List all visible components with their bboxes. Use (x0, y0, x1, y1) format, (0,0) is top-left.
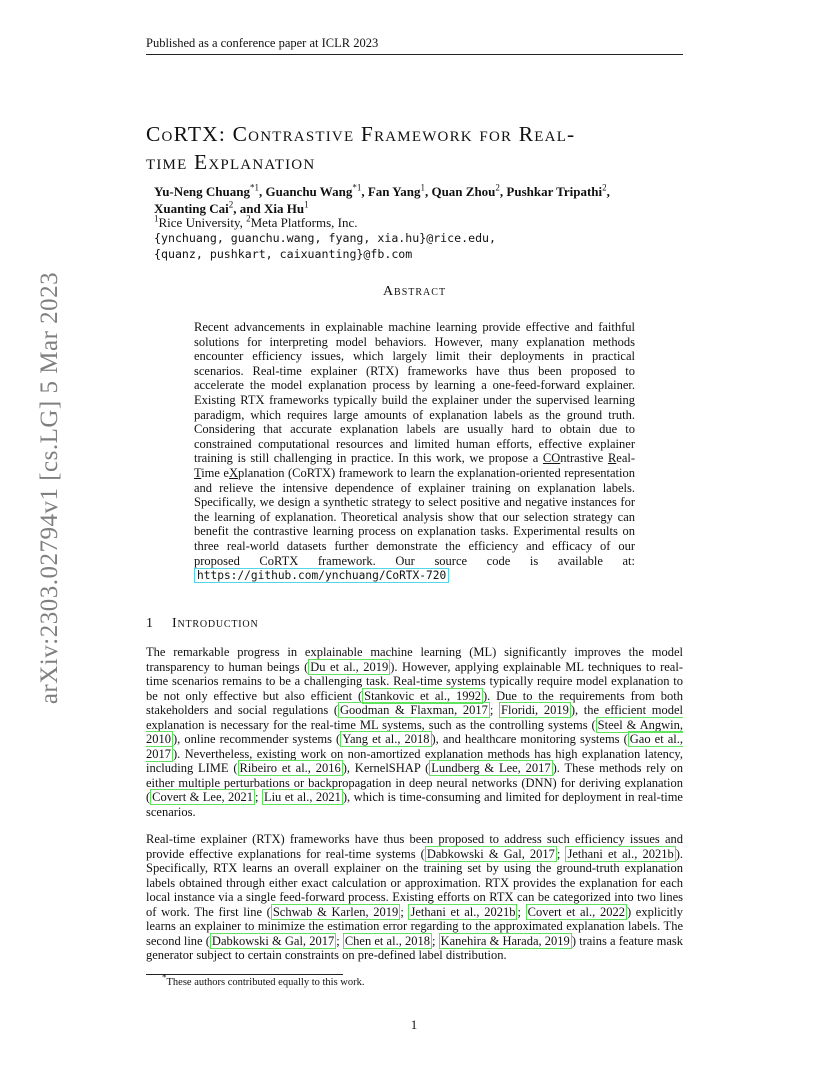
citation-link[interactable]: Covert & Lee, 2021 (152, 790, 254, 805)
affil-org: Meta Platforms, Inc. (250, 215, 358, 230)
source-code-link[interactable]: https://github.com/ynchuang/CoRTX-720 (194, 568, 449, 583)
citation-link[interactable]: Jethani et al., 2021b (410, 904, 516, 919)
paragraph-text: ; (431, 933, 439, 948)
author-sep: , (361, 184, 368, 199)
intro-paragraph-2 (146, 832, 683, 963)
citation-link[interactable]: Dabkowski & Gal, 2017 (426, 846, 555, 861)
author-sep: , (606, 184, 610, 199)
paragraph-text: ), the efficient model explanation is necessary for the real-time ML systems, such as the controlling systems ( (146, 703, 683, 732)
acronym-letters: R (607, 451, 617, 466)
author-name: Yu-Neng Chuang (154, 184, 250, 199)
author-sep: , (499, 184, 507, 199)
author-name: Guanchu Wang (265, 184, 353, 199)
header-rule (146, 54, 683, 55)
citation-link[interactable]: Covert et al., 2022 (527, 904, 625, 919)
paragraph-text: ), which is time-consuming and limited for deployment in real-time scenarios. (146, 790, 683, 820)
email-line: {ynchuang, guanchu.wang, fyang, xia.hu}@rice.edu, (154, 231, 497, 245)
paragraph-text: ). Specifically, RTX learns an overall explainer on the training set by using the ground-truth explanation labels obtained through either exact calculation or approximation. RTX provides the explanation for each local instance via a single feed-forward process. Existing efforts on RTX can be categorized into two lines of work. The first line ( (146, 846, 683, 919)
paragraph-text: ). Nevertheless, existing work on non-amortized explanation methods has high explanation latency, including LIME ( (146, 746, 683, 776)
abstract-body (194, 320, 635, 584)
running-header: Published as a conference paper at ICLR 2023 (146, 36, 379, 50)
abstract-text: eal- (616, 451, 636, 466)
author-affil-mark: 2 (602, 182, 607, 193)
section-title-text: Introduction (172, 616, 259, 631)
paragraph-text: ; (255, 790, 262, 805)
author-affil-mark: 2 (495, 182, 500, 193)
abstract-text: ime e (201, 465, 229, 480)
citation-link[interactable]: Stankovic et al., 1992 (364, 688, 481, 703)
arxiv-sidebar-stamp: arXiv:2303.02794v1 [cs.LG] 5 Mar 2023 (36, 271, 63, 705)
citation-link[interactable]: Floridi, 2019 (501, 703, 569, 718)
citation-link[interactable]: Lundberg & Lee, 2017 (431, 761, 551, 776)
paragraph-text: ). These methods rely on either multiple perturbations or backpropagation in deep neural networks (DNN) for deriving explanation ( (146, 761, 683, 805)
citation-link[interactable]: Kanehira & Harada, 2019 (440, 933, 570, 948)
paragraph-text: ; (400, 904, 409, 919)
paragraph-text: ; (556, 846, 566, 861)
citation-link[interactable]: Dabkowski & Gal, 2017 (211, 933, 335, 948)
author-name: Fan Yang (367, 184, 421, 199)
author-affil-mark: *1 (249, 182, 259, 193)
affiliations (154, 214, 694, 231)
citation-link[interactable]: Steel & Angwin, 2010 (146, 717, 683, 747)
paragraph-text: ; (336, 933, 343, 948)
title-line-1: CoRTX: Contrastive Framework for Real- (146, 122, 576, 147)
citation-link[interactable]: Goodman & Flaxman, 2017 (340, 703, 488, 718)
abstract-heading: Abstract (382, 284, 447, 299)
paragraph-text: ). However, applying explainable ML techniques to real-time scenarios remains to be a challenging task. Real-time systems typically require model explanation to be not only effective but also efficient ( (146, 659, 683, 703)
author-name: Xia Hu (264, 201, 305, 216)
footnote-mark: * (162, 972, 167, 983)
email-line: {quanz, pushkart, caixuanting}@fb.com (154, 247, 413, 261)
citation-link[interactable]: Liu et al., 2021 (263, 790, 341, 805)
paragraph-text: ; (517, 904, 526, 919)
citation-link[interactable]: Jethani et al., 2021b (567, 846, 674, 861)
footnote-rule (146, 974, 343, 975)
paragraph-text: ), and healthcare monitoring systems ( (431, 732, 628, 747)
paragraph-text: ; (489, 703, 500, 718)
page-number: 1 (410, 1017, 418, 1032)
citation-link[interactable]: Chen et al., 2018 (344, 933, 430, 948)
citation-link[interactable]: Gao et al., 2017 (146, 732, 683, 761)
citation-link[interactable]: Yang et al., 2018 (342, 732, 430, 747)
section-number: 1 (146, 616, 154, 631)
paragraph-text: Real-time explainer (RTX) frameworks have thus been proposed to address such efficiency issues and provide effective explanations for real-time systems ( (146, 832, 683, 861)
affil-org: Rice University, (158, 215, 247, 230)
acronym-letters: T (194, 465, 202, 480)
citation-link[interactable]: Ribeiro et al., 2016 (239, 761, 341, 776)
paragraph-text: ), KernelSHAP ( (342, 761, 430, 776)
paragraph-text: ) trains a feature mask generator subject to certain constraints on pre-defined label distribution. (146, 933, 683, 963)
affil-mark: 2 (246, 213, 251, 224)
author-list (154, 183, 694, 217)
author-name: Quan Zhou (431, 184, 496, 199)
footnote-text: These authors contributed equally to this work. (166, 977, 365, 988)
affil-mark: 1 (154, 213, 159, 224)
acronym-letters: CO (542, 451, 561, 466)
author-emails (154, 230, 694, 262)
citation-link[interactable]: Schwab & Karlen, 2019 (272, 904, 399, 919)
author-and: , and (233, 201, 264, 216)
author-affil-mark: 1 (304, 199, 309, 210)
author-name: Xuanting Cai (154, 201, 229, 216)
paper-title (146, 120, 686, 176)
paragraph-text: ) explicitly learns an explainer to minimize the estimation error regarding to the approximated explanation labels. The second line ( (146, 904, 684, 948)
abstract-text: planation (CoRTX) framework to learn the explanation-oriented representation and relieve the intensive dependence of explainer training on explanation labels. Specifically, we design a synthetic strategy to select positive and negative instances for the learning of explanation. Theoretical analysis show that our selection strategy can benefit the contrastive learning process on explanation tasks. Experimental results on three real-world datasets further demonstrate the efficiency and efficacy of our proposed CoRTX framework. Our source code is available at: (194, 465, 635, 568)
paragraph-text: ). Due to the requirements from both stakeholders and social regulations ( (146, 688, 683, 718)
author-name: Pushkar Tripathi (506, 184, 603, 199)
paragraph-text: The remarkable progress in explainable machine learning (ML) significantly improves the model transparency to human beings ( (146, 645, 683, 674)
title-line-2: time Explanation (146, 150, 316, 175)
author-affil-mark: *1 (352, 182, 362, 193)
author-sep: , (424, 184, 432, 199)
author-affil-mark: 2 (228, 199, 234, 210)
citation-link[interactable]: Du et al., 2019 (310, 659, 389, 674)
intro-paragraph-1 (146, 645, 683, 820)
footnote (162, 972, 365, 988)
section-heading-introduction (146, 616, 683, 632)
abstract-text: ntrastive (560, 451, 608, 466)
author-affil-mark: 1 (420, 182, 425, 193)
paragraph-text: ), online recommender systems ( (173, 732, 341, 747)
author-sep: , (258, 184, 266, 199)
acronym-letters: X (228, 465, 238, 480)
abstract-text: Recent advancements in explainable machine learning provide effective and faithful solutions for interpreting model behaviors. However, many explanation methods encounter efficiency issues, which largely limit their deployments in practical scenarios. Real-time explainer (RTX) frameworks have thus been proposed to accelerate the model explanation process by learning a one-feed-forward explainer. Existing RTX frameworks typically build the explainer under the supervised learning paradigm, which requires large amounts of explanation labels as the ground truth. Considering that accurate explanation labels are usually hard to obtain due to constrained computational resources and limited human efforts, effective explainer training is still challenging in practice. In this work, we propose a (194, 320, 635, 466)
